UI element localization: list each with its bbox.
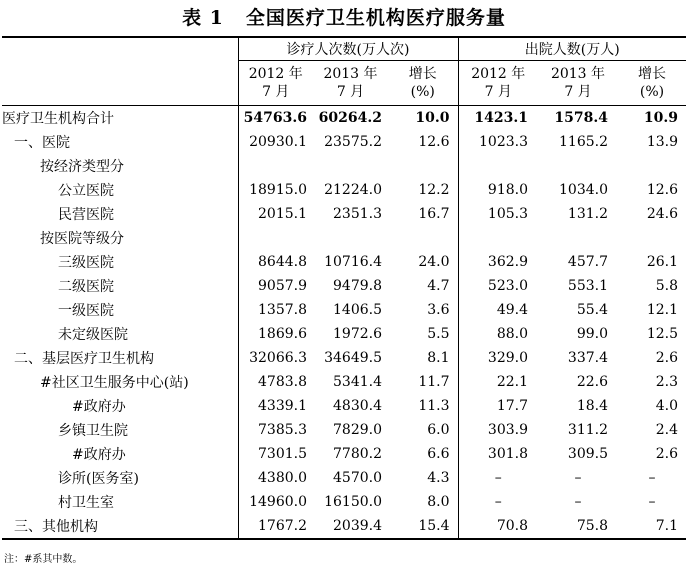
header-sub-line: (%) bbox=[410, 84, 435, 100]
table-row bbox=[2, 418, 686, 442]
header-sub-col-5 bbox=[538, 61, 618, 106]
table-row bbox=[2, 298, 686, 322]
row-label: #社区卫生服务中心(站) bbox=[40, 375, 189, 391]
table-cell: 23575.2 bbox=[324, 134, 382, 150]
table-row bbox=[2, 202, 686, 226]
table-row bbox=[2, 130, 686, 154]
table-row bbox=[2, 106, 686, 131]
table-cell: – bbox=[574, 494, 582, 510]
table-cell: 24.0 bbox=[418, 254, 450, 270]
table-cell: 1357.8 bbox=[238, 298, 313, 322]
table-cell: 1423.1 bbox=[458, 106, 538, 131]
table-cell: 918.0 bbox=[458, 178, 538, 202]
table-cell: 11.3 bbox=[418, 398, 450, 414]
table-caption: 全国医疗卫生机构医疗服务量 bbox=[245, 7, 506, 29]
row-label: 二、基层医疗卫生机构 bbox=[14, 351, 154, 367]
table-cell: 60264.2 bbox=[318, 110, 382, 126]
table-cell: 75.8 bbox=[538, 514, 618, 539]
header-sub-line: 2012 年 bbox=[248, 66, 303, 82]
table-row bbox=[2, 274, 686, 298]
table-cell bbox=[313, 226, 388, 250]
table-cell bbox=[313, 154, 388, 178]
table-row bbox=[2, 490, 686, 514]
header-group-visits: 诊疗人次数(万人次) bbox=[238, 37, 458, 61]
row-label: 未定级医院 bbox=[58, 327, 128, 343]
table-cell: 4570.0 bbox=[333, 470, 382, 486]
table-cell: 12.2 bbox=[418, 182, 450, 198]
table-cell: 4783.8 bbox=[238, 370, 313, 394]
table-number: 表 1 bbox=[182, 7, 224, 29]
table-cell: 4.3 bbox=[427, 470, 450, 486]
table-cell: 2015.1 bbox=[238, 202, 313, 226]
table-row bbox=[2, 346, 686, 370]
table-cell: 2039.4 bbox=[313, 514, 388, 539]
row-label: 三级医院 bbox=[58, 255, 114, 271]
header-sub-line: 增长 bbox=[638, 66, 666, 82]
table-cell: 55.4 bbox=[576, 302, 608, 318]
table-cell bbox=[458, 226, 538, 250]
table-cell: 18.4 bbox=[576, 398, 608, 414]
table-cell: 22.6 bbox=[576, 374, 608, 390]
table-cell: 4380.0 bbox=[238, 466, 313, 490]
header-sub-col-6 bbox=[618, 61, 686, 106]
table-cell: 26.1 bbox=[646, 254, 678, 270]
table-cell: 10.9 bbox=[643, 110, 678, 126]
table-cell: – bbox=[458, 466, 538, 490]
header-sub-line: 增长 bbox=[408, 66, 437, 82]
table-cell: 7829.0 bbox=[333, 422, 382, 438]
table-cell: 105.3 bbox=[458, 202, 538, 226]
table-cell: 1578.4 bbox=[554, 110, 608, 126]
table-cell: 12.6 bbox=[418, 134, 450, 150]
table-cell: 337.4 bbox=[567, 350, 608, 366]
table-row bbox=[2, 250, 686, 274]
table-cell: 2.3 bbox=[655, 374, 678, 390]
table-cell: 6.6 bbox=[427, 446, 450, 462]
table-cell: 34649.5 bbox=[324, 350, 382, 366]
table-cell: 10716.4 bbox=[324, 254, 382, 270]
table-row bbox=[2, 154, 686, 178]
table-cell: 4339.1 bbox=[238, 394, 313, 418]
table-cell: 22.1 bbox=[458, 370, 538, 394]
table-cell: 1034.0 bbox=[559, 182, 608, 198]
table-cell: 457.7 bbox=[567, 254, 608, 270]
table-cell: 16.7 bbox=[418, 206, 450, 222]
table-cell bbox=[388, 226, 458, 250]
table-cell: 1165.2 bbox=[559, 134, 608, 150]
table-cell: 9479.8 bbox=[333, 278, 382, 294]
table-cell: – bbox=[458, 490, 538, 514]
table-cell bbox=[388, 154, 458, 178]
table-cell: 9057.9 bbox=[238, 274, 313, 298]
header-sub-col-1 bbox=[238, 61, 313, 106]
table-cell: 1767.2 bbox=[238, 514, 313, 539]
table-cell: 88.0 bbox=[458, 322, 538, 346]
header-sub-line: 2012 年 bbox=[471, 66, 526, 82]
table-row bbox=[2, 322, 686, 346]
table-cell: 5341.4 bbox=[333, 374, 382, 390]
header-group-discharges: 出院人数(万人) bbox=[458, 37, 686, 61]
table-cell bbox=[238, 154, 313, 178]
table-cell: 20930.1 bbox=[238, 130, 313, 154]
table-cell: 2.6 bbox=[655, 446, 678, 462]
table-cell: 523.0 bbox=[458, 274, 538, 298]
table-cell: 3.6 bbox=[427, 302, 450, 318]
table-cell: 362.9 bbox=[458, 250, 538, 274]
table-cell: 12.6 bbox=[646, 182, 678, 198]
row-label: #政府办 bbox=[72, 447, 126, 463]
header-sub-line: 7 月 bbox=[262, 84, 290, 100]
row-label: 村卫生室 bbox=[58, 495, 114, 511]
table-cell: 301.8 bbox=[458, 442, 538, 466]
table-cell: 99.0 bbox=[576, 326, 608, 342]
table-cell: 15.4 bbox=[388, 514, 458, 539]
table-cell: 12.1 bbox=[646, 302, 678, 318]
header-sub-line: 7 月 bbox=[336, 84, 365, 100]
table-row bbox=[2, 178, 686, 202]
row-label: 按医院等级分 bbox=[40, 231, 124, 247]
table-cell: 1869.6 bbox=[238, 322, 313, 346]
table-title bbox=[0, 3, 688, 33]
table-cell: 13.9 bbox=[646, 134, 678, 150]
header-sub-col-4 bbox=[458, 61, 538, 106]
row-label: 诊所(医务室) bbox=[58, 471, 139, 487]
row-label: 一、医院 bbox=[14, 135, 70, 151]
table-cell: 70.8 bbox=[458, 514, 538, 539]
table-cell: 24.6 bbox=[646, 206, 678, 222]
table-cell: 303.9 bbox=[458, 418, 538, 442]
table-cell: 4.7 bbox=[427, 278, 450, 294]
header-sub-line: 2013 年 bbox=[550, 66, 606, 82]
table-cell: – bbox=[648, 470, 656, 486]
table-cell: 2.6 bbox=[655, 350, 678, 366]
row-label: 公立医院 bbox=[58, 183, 114, 199]
header-sub-line: (%) bbox=[639, 84, 665, 100]
table-cell: 8.0 bbox=[427, 494, 450, 510]
table-cell bbox=[238, 226, 313, 250]
table-cell bbox=[618, 226, 686, 250]
row-label: 按经济类型分 bbox=[40, 159, 124, 175]
table-cell: 18915.0 bbox=[238, 178, 313, 202]
table-cell: 16150.0 bbox=[324, 494, 382, 510]
table-cell: 32066.3 bbox=[238, 346, 313, 370]
table-cell: 4830.4 bbox=[333, 398, 382, 414]
table-row bbox=[2, 466, 686, 490]
table-cell bbox=[538, 226, 618, 250]
table-cell: 12.5 bbox=[646, 326, 678, 342]
table-cell: 5.5 bbox=[427, 326, 450, 342]
table-row bbox=[2, 514, 686, 539]
table-cell: 6.0 bbox=[427, 422, 450, 438]
table-cell: 2351.3 bbox=[333, 206, 382, 222]
table-cell: – bbox=[574, 470, 582, 486]
header-sub-col-3 bbox=[388, 61, 458, 106]
table-cell: 329.0 bbox=[458, 346, 538, 370]
table-cell bbox=[618, 154, 686, 178]
table-cell: 21224.0 bbox=[324, 182, 382, 198]
header-corner bbox=[2, 37, 238, 106]
table-cell: 14960.0 bbox=[238, 490, 313, 514]
row-label: 医疗卫生机构合计 bbox=[2, 111, 114, 127]
table-cell bbox=[458, 154, 538, 178]
footnote: 注：#系其中数。 bbox=[4, 554, 83, 565]
table-cell: 131.2 bbox=[567, 206, 608, 222]
table-cell: 8644.8 bbox=[238, 250, 313, 274]
table-cell: 8.1 bbox=[427, 350, 450, 366]
table-cell: 7385.3 bbox=[238, 418, 313, 442]
table-cell: 49.4 bbox=[458, 298, 538, 322]
header-sub-line: 2013 年 bbox=[323, 66, 378, 82]
table-row bbox=[2, 442, 686, 466]
row-label: 一级医院 bbox=[58, 303, 114, 319]
table-cell: 1406.5 bbox=[333, 302, 382, 318]
row-label: 乡镇卫生院 bbox=[58, 423, 128, 439]
table-body bbox=[2, 106, 686, 540]
row-label: 二级医院 bbox=[58, 279, 114, 295]
table-cell: 7301.5 bbox=[238, 442, 313, 466]
table-row bbox=[2, 370, 686, 394]
table-cell: 5.8 bbox=[655, 278, 678, 294]
table-cell: 309.5 bbox=[567, 446, 608, 462]
table-cell: 7.1 bbox=[618, 514, 686, 539]
table-cell: 54763.6 bbox=[238, 106, 313, 131]
row-label: #政府办 bbox=[72, 399, 126, 415]
table-row bbox=[2, 226, 686, 250]
table-cell: 4.0 bbox=[655, 398, 678, 414]
table-cell: 311.2 bbox=[567, 422, 608, 438]
header-sub-col-2 bbox=[313, 61, 388, 106]
table-cell: – bbox=[648, 494, 656, 510]
table-cell: 2.4 bbox=[655, 422, 678, 438]
header-sub-line: 7 月 bbox=[564, 84, 592, 100]
header-sub-line: 7 月 bbox=[484, 84, 512, 100]
service-volume-table bbox=[2, 36, 686, 540]
table-cell: 7780.2 bbox=[333, 446, 382, 462]
table-row bbox=[2, 394, 686, 418]
table-cell: 11.7 bbox=[418, 374, 450, 390]
row-label: 民营医院 bbox=[58, 207, 114, 223]
table-cell: 1023.3 bbox=[458, 130, 538, 154]
table-cell: 17.7 bbox=[458, 394, 538, 418]
table-cell bbox=[538, 154, 618, 178]
row-label: 三、其他机构 bbox=[2, 514, 238, 539]
table-cell: 1972.6 bbox=[333, 326, 382, 342]
table-cell: 553.1 bbox=[567, 278, 608, 294]
table-cell: 10.0 bbox=[415, 110, 450, 126]
